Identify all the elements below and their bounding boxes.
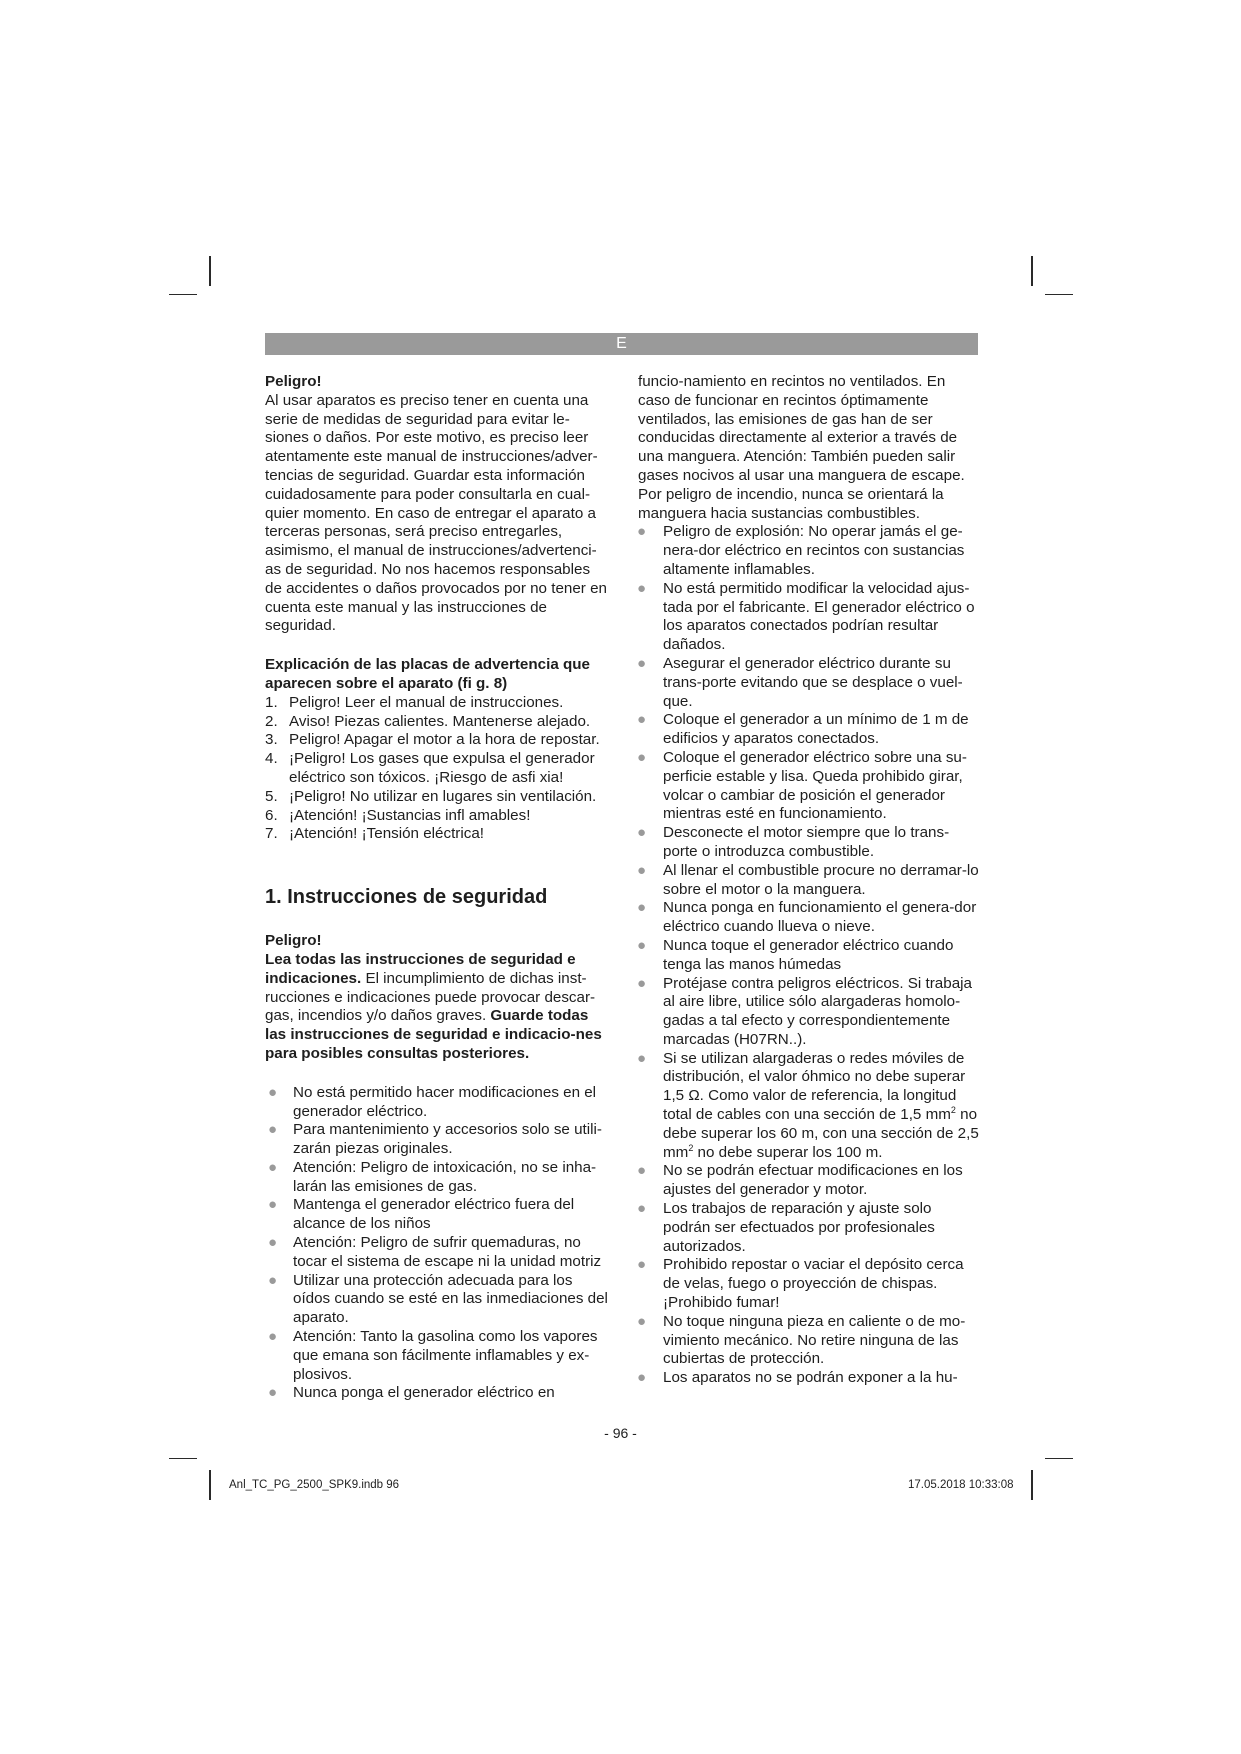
list-item: 4. ¡Peligro! Los gases que expulsa el generador eléctrico son tóxicos. ¡Riesgo de asfi xia! [265, 750, 595, 786]
bullet-icon: ● [637, 1256, 647, 1274]
bullet-icon: ● [268, 1083, 278, 1101]
bullet-icon: ● [637, 936, 647, 954]
list-item: ● Utilizar una protección adecuada para los oídos cuando se esté en las inmediaciones del aparato. [268, 1271, 608, 1327]
bullet-icon: ● [637, 861, 647, 879]
bullet-icon: ● [637, 899, 647, 917]
crop-mark [1031, 256, 1033, 286]
crop-mark [169, 294, 197, 295]
list-item: 3. Peligro! Apagar el motor a la hora de repostar. [265, 731, 600, 749]
bullet-icon: ● [268, 1271, 278, 1289]
bullet-icon: ● [268, 1384, 278, 1402]
plates-list [265, 694, 610, 844]
bullet-icon: ● [637, 974, 647, 992]
bullet-icon: ● [637, 1200, 647, 1218]
left-column [265, 373, 610, 1403]
bullet-icon: ● [637, 711, 647, 729]
list-item: ● Protéjase contra peligros eléctricos. Si trabaja al aire libre, utilice sólo alargaderas homolo-gadas a tal efecto y correspondientemente marcadas (H07RN..). [637, 974, 972, 1048]
list-item: ● Para mantenimiento y accesorios solo se utili-zarán piezas originales. [268, 1121, 602, 1158]
bullet-icon: ● [268, 1234, 278, 1252]
list-item: 2. Aviso! Piezas calientes. Mantenerse alejado. [265, 712, 591, 730]
list-item: ● No se podrán efectuar modificaciones en los ajustes del generador y motor. [637, 1162, 963, 1199]
bullet-icon: ● [637, 824, 647, 842]
bullet-icon: ● [268, 1158, 278, 1176]
right-column [638, 373, 980, 1388]
list-item: ● Asegurar el generador eléctrico durante su trans-porte evitando que se desplace o vuel-que. [637, 654, 963, 710]
section-title: 1. Instrucciones de seguridad [265, 886, 548, 909]
plates-heading: Explicación de las placas de advertencia que aparecen sobre el aparato (fi g. 8) [265, 656, 590, 692]
bullet-icon: ● [268, 1121, 278, 1139]
list-item: ● Nunca ponga en funcionamiento el genera-dor eléctrico cuando llueva o nieve. [637, 899, 977, 936]
list-item: 6. ¡Atención! ¡Sustancias infl amables! [265, 806, 531, 824]
crop-mark [1031, 1470, 1033, 1500]
list-item: ● Al llenar el combustible procure no derramar-lo sobre el motor o la manguera. [637, 861, 979, 898]
danger-title: Peligro! [265, 373, 322, 390]
list-item: ● Atención: Peligro de sufrir quemaduras, no tocar el sistema de escape ni la unidad motriz [268, 1234, 602, 1270]
bullet-icon: ● [637, 579, 647, 597]
bullet-icon: ● [637, 1369, 647, 1387]
bullet-icon: ● [637, 523, 647, 541]
list-item: ● Nunca toque el generador eléctrico cuando tenga las manos húmedas [637, 936, 954, 973]
list-item: ● Prohibido repostar o vaciar el depósito cerca de velas, fuego o proyección de chispas. ¡Prohibido fumar! [637, 1256, 964, 1312]
bullet-icon: ● [637, 1312, 647, 1330]
list-item: ● Atención: Tanto la gasolina como los vapores que emana son fácilmente inflamables y ex-plosivos. [268, 1328, 598, 1383]
bullet-icon: ● [268, 1196, 278, 1214]
list-item: ● Peligro de explosión: No operar jamás el ge-nera-dor eléctrico en recintos con sustancias altamente inflamables. [637, 523, 965, 578]
page-number: - 96 - [604, 1425, 637, 1441]
footer-filename: Anl_TC_PG_2500_SPK9.indb 96 [229, 1479, 400, 1491]
danger-title-2: Peligro! [265, 932, 322, 950]
read-normal: El incumplimiento de dichas inst-rucciones e indicaciones puede provocar descar-gas, incendios y/o daños graves. [265, 969, 596, 1025]
list-item: ● No toque ninguna pieza en caliente o de mo-vimiento mecánico. No retire ninguna de las cubiertas de protección. [637, 1312, 966, 1368]
list-item: 7. ¡Atención! ¡Tensión eléctrica! [265, 825, 484, 843]
language-header-bar [265, 333, 978, 355]
list-item: ● Los aparatos no se podrán exponer a la hu- [637, 1369, 958, 1387]
bullet-icon: ● [268, 1328, 278, 1346]
list-item: ● Si se utilizan alargaderas o redes móviles de distribución, el valor óhmico no debe superar 1,5 Ω. Como valor de referencia, la longitud total de cables con una sección de 1,5 $mm^2$ no debe superar los 60 m, con una sección de 2,5 $mm^2$ no debe superar los 100 m. [637, 1049, 979, 1161]
intro-paragraph: Al usar aparatos es preciso tener en cuenta una serie de medidas de seguridad para evitar le-siones o daños. Por este motivo, es preciso leer atentamente este manual de instrucciones/adver-tencias de seguridad. Guardar esta información cuidadosamente para poder consultarla en cual-quier momento. En caso de entregar el aparato a terceras personas, será preciso entregarles, asimismo, el manual de instrucciones/advertenci-as de seguridad. No nos hacemos responsables de accidentes o daños provocados por no tener en cuenta este manual y las instrucciones de seguridad. [265, 391, 607, 635]
list-item: ● Los trabajos de reparación y ajuste solo podrán ser efectuados por profesionales autorizados. [637, 1200, 935, 1255]
footer-datetime: 17.05.2018 10:33:08 [908, 1479, 1014, 1491]
bullet-icon: ● [637, 1162, 647, 1180]
bullet-icon: ● [637, 748, 647, 766]
read-instructions-paragraph [265, 951, 610, 1064]
read-bold: Lea todas las instrucciones de seguridad e indicaciones. [265, 950, 576, 987]
list-item: ● Coloque el generador eléctrico sobre una su-perficie estable y lisa. Queda prohibido girar, volcar o cambiar de posición el generador mientras esté en funcionamiento. [637, 748, 967, 823]
crop-mark [169, 1458, 197, 1459]
list-item: 5. ¡Peligro! No utilizar en lugares sin ventilación. [265, 787, 597, 805]
list-item: ● No está permitido modificar la velocidad ajus-tada por el fabricante. El generador eléctrico o los aparatos conectados podrían resultar dañados. [637, 579, 975, 654]
list-item: ● Coloque el generador a un mínimo de 1 m de edificios y aparatos conectados. [637, 711, 969, 748]
list-item: ● Atención: Peligro de intoxicación, no se inha-larán las emisiones de gas. [268, 1158, 597, 1195]
language-code: E [616, 335, 627, 352]
keep-bold: Guarde todas las instrucciones de seguridad e indicacio-nes para posibles consultas posteriores. [265, 1007, 602, 1062]
crop-mark [209, 256, 211, 286]
safety-bullets-right [638, 523, 980, 1388]
list-item: ● Nunca ponga el generador eléctrico en [268, 1384, 555, 1402]
safety-bullets-left [265, 1084, 610, 1404]
crop-mark [209, 1470, 211, 1500]
bullet-icon: ● [637, 654, 647, 672]
list-item: ● No está permitido hacer modificaciones en el generador eléctrico. [268, 1083, 597, 1120]
continuation-paragraph: funcio-namiento en recintos no ventilados. En caso de funcionar en recintos óptimamente ventilados, las emisiones de gas han de ser conducidas directamente al exterior a través de una manguera. Atención: También pueden salir gases nocivos al usar una manguera de escape. Por peligro de incendio, nunca se orientará la manguera hacia sustancias combustibles. [638, 373, 965, 522]
list-item: 1. Peligro! Leer el manual de instrucciones. [265, 693, 564, 711]
list-item: ● Mantenga el generador eléctrico fuera del alcance de los niños [268, 1196, 575, 1233]
crop-mark [1045, 1458, 1073, 1459]
crop-mark [1045, 294, 1073, 295]
list-item: ● Desconecte el motor siempre que lo trans-porte o introduzca combustible. [637, 824, 950, 860]
bullet-icon: ● [637, 1049, 647, 1067]
